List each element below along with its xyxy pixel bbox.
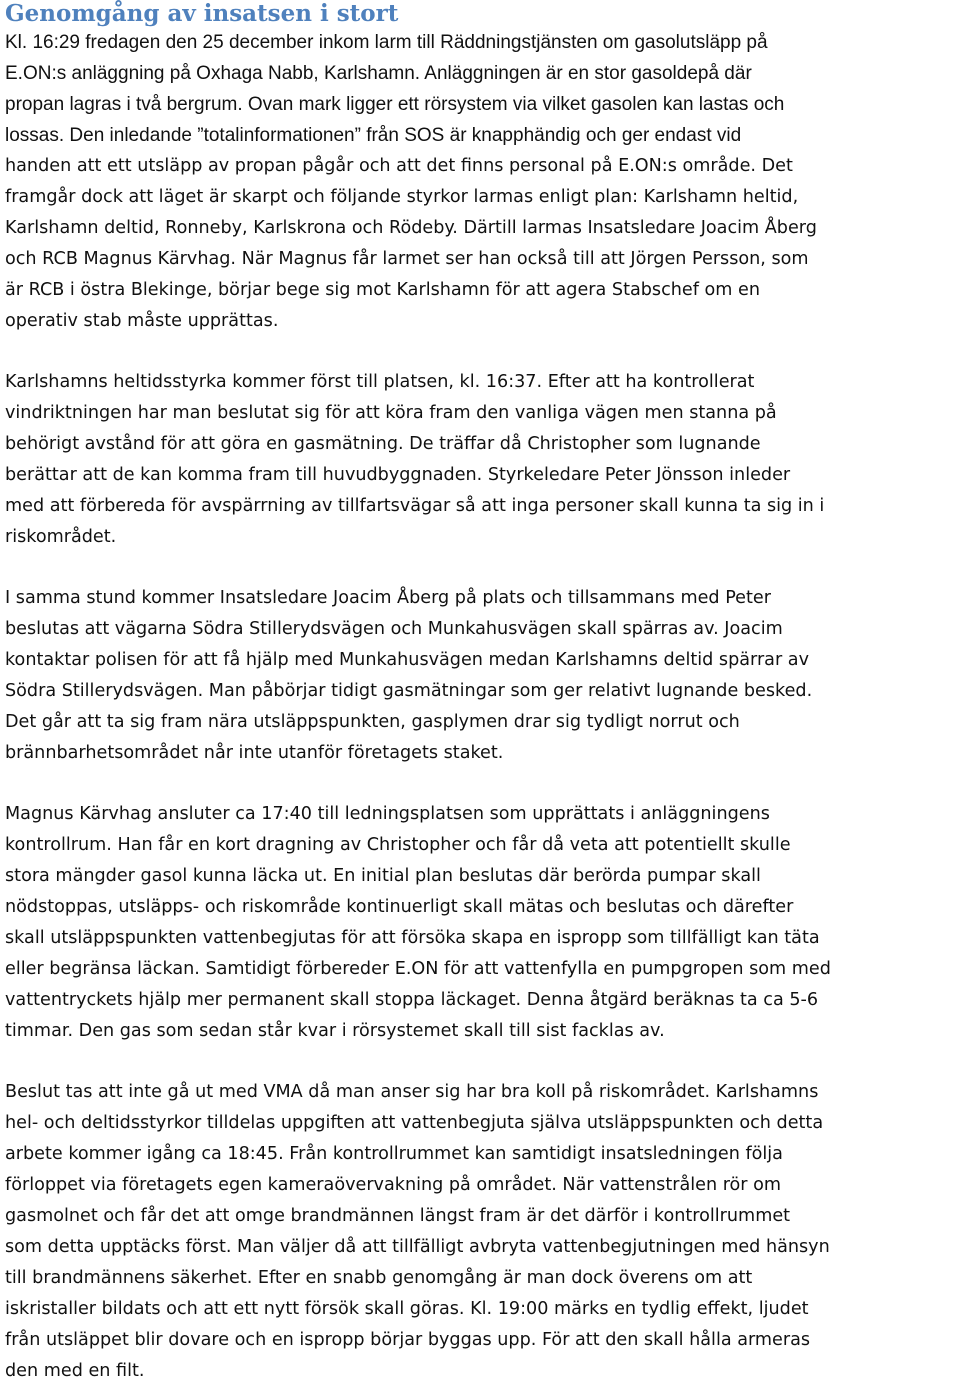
paragraph-line: beslutas att vägarna Södra Stillerydsvägen och Munkahusvägen skall spärras av. Joacim — [5, 619, 783, 639]
paragraph-line: eller begränsa läckan. Samtidigt förbereder E.ON för att vattenfylla en pumpgropen som med — [5, 959, 831, 979]
paragraph-line: Kl. 16:29 fredagen den 25 december inkom larm till Räddningstjänsten om gasolutsläpp på — [5, 32, 768, 53]
paragraph-line: stora mängder gasol kunna läcka ut. En initial plan beslutas där berörda pumpar skall — [5, 866, 761, 886]
paragraph-line: lossas. Den inledande ”totalinformationen” från SOS är knapphändig och ger endast vid — [5, 125, 742, 146]
paragraph-line: propan lagras i två bergrum. Ovan mark ligger ett rörsystem via vilket gasolen kan lastas och — [5, 94, 785, 115]
paragraph-line: handen att ett utsläpp av propan pågår och att det finns personal på E.ON:s område. Det — [5, 156, 793, 176]
paragraph-line: E.ON:s anläggning på Oxhaga Nabb, Karlshamn. Anläggningen är en stor gasoldepå där — [5, 63, 752, 84]
paragraph-line: hel- och deltidsstyrkor tilldelas uppgiften att vattenbegjuta själva utsläppspunkten och detta — [5, 1113, 824, 1133]
paragraph-5 — [5, 1077, 960, 1387]
paragraph-4 — [5, 799, 960, 1047]
paragraph-line: behörigt avstånd för att göra en gasmätning. De träffar då Christopher som lugnande — [5, 434, 761, 454]
paragraph-line: kontrollrum. Han får en kort dragning av Christopher och får då veta att potentiellt skulle — [5, 835, 791, 855]
paragraph-line: brännbarhetsområdet når inte utanför företagets staket. — [5, 743, 504, 763]
paragraph-line: förloppet via företagets egen kameraövervakning på området. När vattenstrålen rör om — [5, 1175, 782, 1195]
paragraph-3 — [5, 583, 960, 769]
paragraph-line: arbete kommer igång ca 18:45. Från kontrollrummet kan samtidigt insatsledningen följa — [5, 1144, 783, 1164]
document-page — [5, 0, 960, 1387]
paragraph-line: I samma stund kommer Insatsledare Joacim Åberg på plats och tillsammans med Peter — [5, 588, 771, 608]
paragraph-line: och RCB Magnus Kärvhag. När Magnus får larmet ser han också till att Jörgen Persson, som — [5, 249, 809, 269]
paragraph-line: framgår dock att läget är skarpt och följande styrkor larmas enligt plan: Karlshamn heltid, — [5, 187, 799, 207]
paragraph-line: berättar att de kan komma fram till huvudbyggnaden. Styrkeledare Peter Jönsson inleder — [5, 465, 791, 485]
section-heading: Genomgång av insatsen i stort — [5, 0, 399, 27]
paragraph-line: Karlshamn deltid, Ronneby, Karlskrona och Rödeby. Därtill larmas Insatsledare Joacim Åberg — [5, 218, 817, 238]
paragraph-line: gasmolnet och får det att omge brandmännen längst fram är det därför i kontrollrummet — [5, 1206, 791, 1226]
paragraph-line: den med en filt. — [5, 1361, 145, 1381]
paragraph-line: som detta upptäcks först. Man väljer då att tillfälligt avbryta vattenbegjutningen med hänsyn — [5, 1237, 830, 1257]
paragraph-line: Karlshamns heltidsstyrka kommer först till platsen, kl. 16:37. Efter att ha kontrollerat — [5, 372, 755, 392]
paragraph-line: är RCB i östra Blekinge, börjar bege sig mot Karlshamn för att agera Stabschef om en — [5, 280, 760, 300]
paragraph-line: Magnus Kärvhag ansluter ca 17:40 till ledningsplatsen som upprättats i anläggningens — [5, 804, 770, 824]
paragraph-line: riskområdet. — [5, 527, 117, 547]
paragraph-line: till brandmännens säkerhet. Efter en snabb genomgång är man dock överens om att — [5, 1268, 753, 1288]
paragraph-line: med att förbereda för avspärrning av tillfartsvägar så att inga personer skall kunna ta sig in i — [5, 496, 825, 516]
paragraph-line: kontaktar polisen för att få hjälp med Munkahusvägen medan Karlshamns deltid spärrar av — [5, 650, 809, 670]
paragraph-line: Södra Stillerydsvägen. Man påbörjar tidigt gasmätningar som ger relativt lugnande besked. — [5, 681, 813, 701]
paragraph-line: från utsläppet blir dovare och en ispropp börjar byggas upp. För att den skall hålla armeras — [5, 1330, 811, 1350]
paragraph-1 — [5, 27, 960, 151]
paragraph-1-cont — [5, 151, 960, 337]
paragraph-line: iskristaller bildats och att ett nytt försök skall göras. Kl. 19:00 märks en tydlig effekt, ljudet — [5, 1299, 809, 1319]
paragraph-line: operativ stab måste upprättas. — [5, 311, 279, 331]
paragraph-line: nödstoppas, utsläpps- och riskområde kontinuerligt skall mätas och beslutas och därefter — [5, 897, 794, 917]
paragraph-line: vindriktningen har man beslutat sig för att köra fram den vanliga vägen men stanna på — [5, 403, 777, 423]
paragraph-line: timmar. Den gas som sedan står kvar i rörsystemet skall till sist facklas av. — [5, 1021, 665, 1041]
paragraph-line: skall utsläppspunkten vattenbegjutas för att försöka skapa en ispropp som tillfälligt kan täta — [5, 928, 820, 948]
paragraph-line: Det går att ta sig fram nära utsläppspunkten, gasplymen drar sig tydligt norrut och — [5, 712, 740, 732]
paragraph-line: vattentryckets hjälp mer permanent skall stoppa läckaget. Denna åtgärd beräknas ta ca 5-6 — [5, 990, 819, 1010]
paragraph-2 — [5, 367, 960, 553]
paragraph-line: Beslut tas att inte gå ut med VMA då man anser sig har bra koll på riskområdet. Karlshamns — [5, 1082, 819, 1102]
